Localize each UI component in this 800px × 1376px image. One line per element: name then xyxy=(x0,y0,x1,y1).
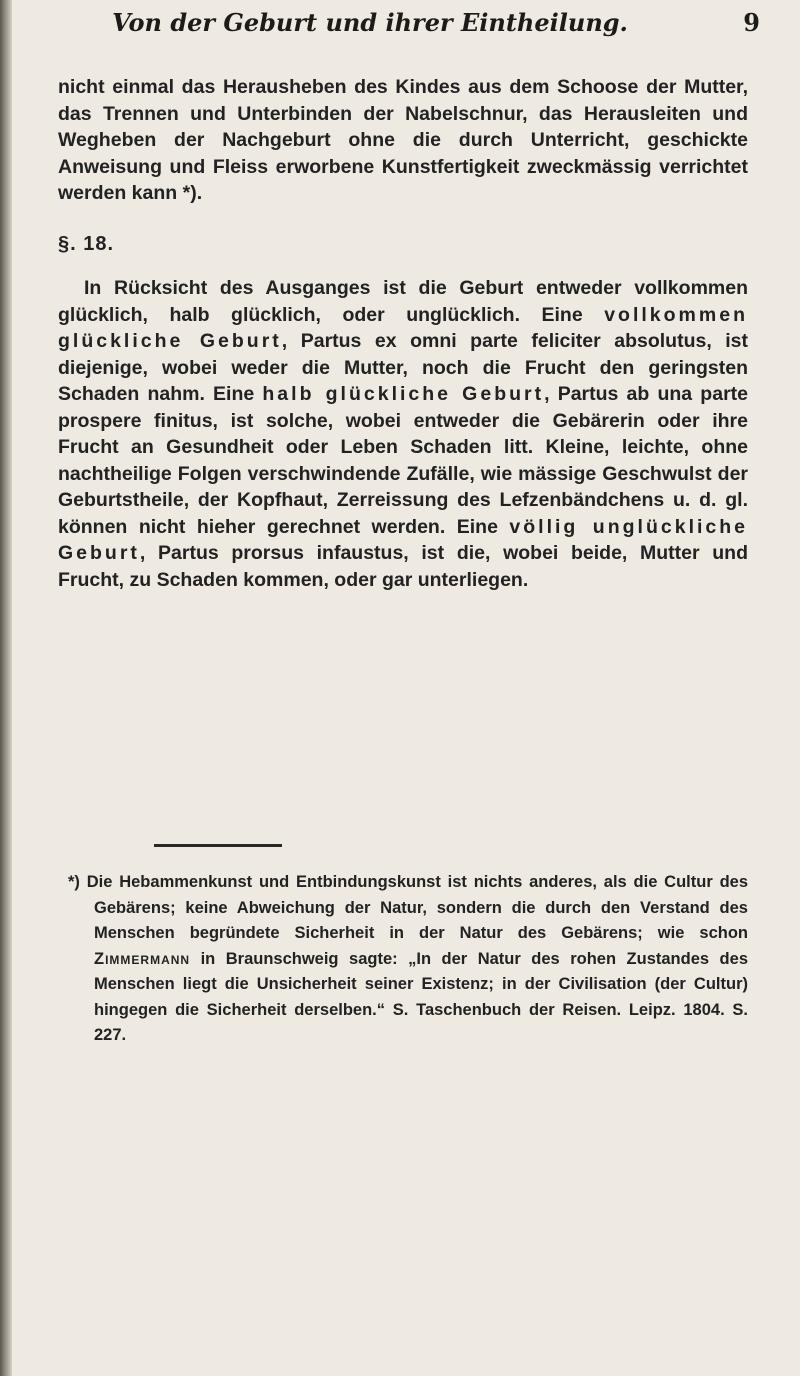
section-heading: §. 18. xyxy=(58,232,115,255)
footnote-text: Die Hebammenkunst und Entbindungskunst ist nichts anderes, als die Cultur des Gebärens; keine Abweichung der Natur, sondern die durch den Verstand des Menschen begründete Sicherheit in der Natur des Gebärens; wie schon xyxy=(79,873,748,942)
term-failure: völlig unglückliche Geburt xyxy=(58,515,748,564)
paragraph-text: , Partus ab una parte prospere finitus, ist solche, wobei entweder die Gebärerin oder ihre Frucht an Gesundheit oder Leben Schaden litt. Kleine, leichte, ohne nachtheilige Folgen verschwindende Zufälle, wie mässige Geschwulst der Geburtstheile, der Kopfhaut, Zerreissung des Lefzenbändchens u. d. gl. können nicht hieher gerechnet werden. Eine xyxy=(58,383,748,538)
page-number: 9 xyxy=(743,8,760,37)
paragraph-text: , Partus prorsus infaustus, ist die, wobei beide, Mutter und Frucht, zu Schaden kommen, oder gar unterliegen. xyxy=(58,542,748,591)
running-title: Von der Geburt und ihrer Eintheilung. xyxy=(112,8,628,37)
footnote-text: in Braunschweig sagte: „In der Natur des rohen Zustandes des Menschen liegt die Unsicherheit seiner Existenz; in der Civilisation (der Cultur) hingegen die Sicherheit derselben.“ S. Taschenbuch der Reisen. Leipz. 1804. S. 227. xyxy=(94,949,748,1044)
footnote-marker: *) xyxy=(68,873,80,891)
main-text xyxy=(58,74,748,593)
footnote xyxy=(68,870,748,1049)
continued-paragraph: nicht einmal das Herausheben des Kindes aus dem Schoose der Mutter, das Trennen und Unterbinden der Nabelschnur, das Herausleiten und Wegheben der Nachgeburt ohne die durch Unterricht, geschickte Anweisung und Fleiss erworbene Kunstfertigkeit zweckmässig verrichtet werden kann *). xyxy=(58,76,748,204)
page-header xyxy=(60,4,760,40)
section-paragraph xyxy=(58,275,748,593)
footnote-separator xyxy=(154,844,282,847)
footnote-paragraph xyxy=(68,870,748,1049)
paragraph-text: In Rücksicht des Ausganges ist die Geburt entweder vollkommen glücklich, halb glücklich, oder unglücklich. Eine xyxy=(58,277,748,326)
term-full-success: vollkommen glückliche Geburt xyxy=(58,303,748,352)
footnote-author: Zimmermann xyxy=(94,949,191,968)
page-binding-edge xyxy=(0,0,12,1376)
term-half-success: halb glückliche Geburt xyxy=(262,383,545,405)
paragraph-text: , Partus ex omni parte feliciter absolutus, ist diejenige, wobei weder die Mutter, noch die Frucht den geringsten Schaden nahm. Eine xyxy=(58,330,748,405)
